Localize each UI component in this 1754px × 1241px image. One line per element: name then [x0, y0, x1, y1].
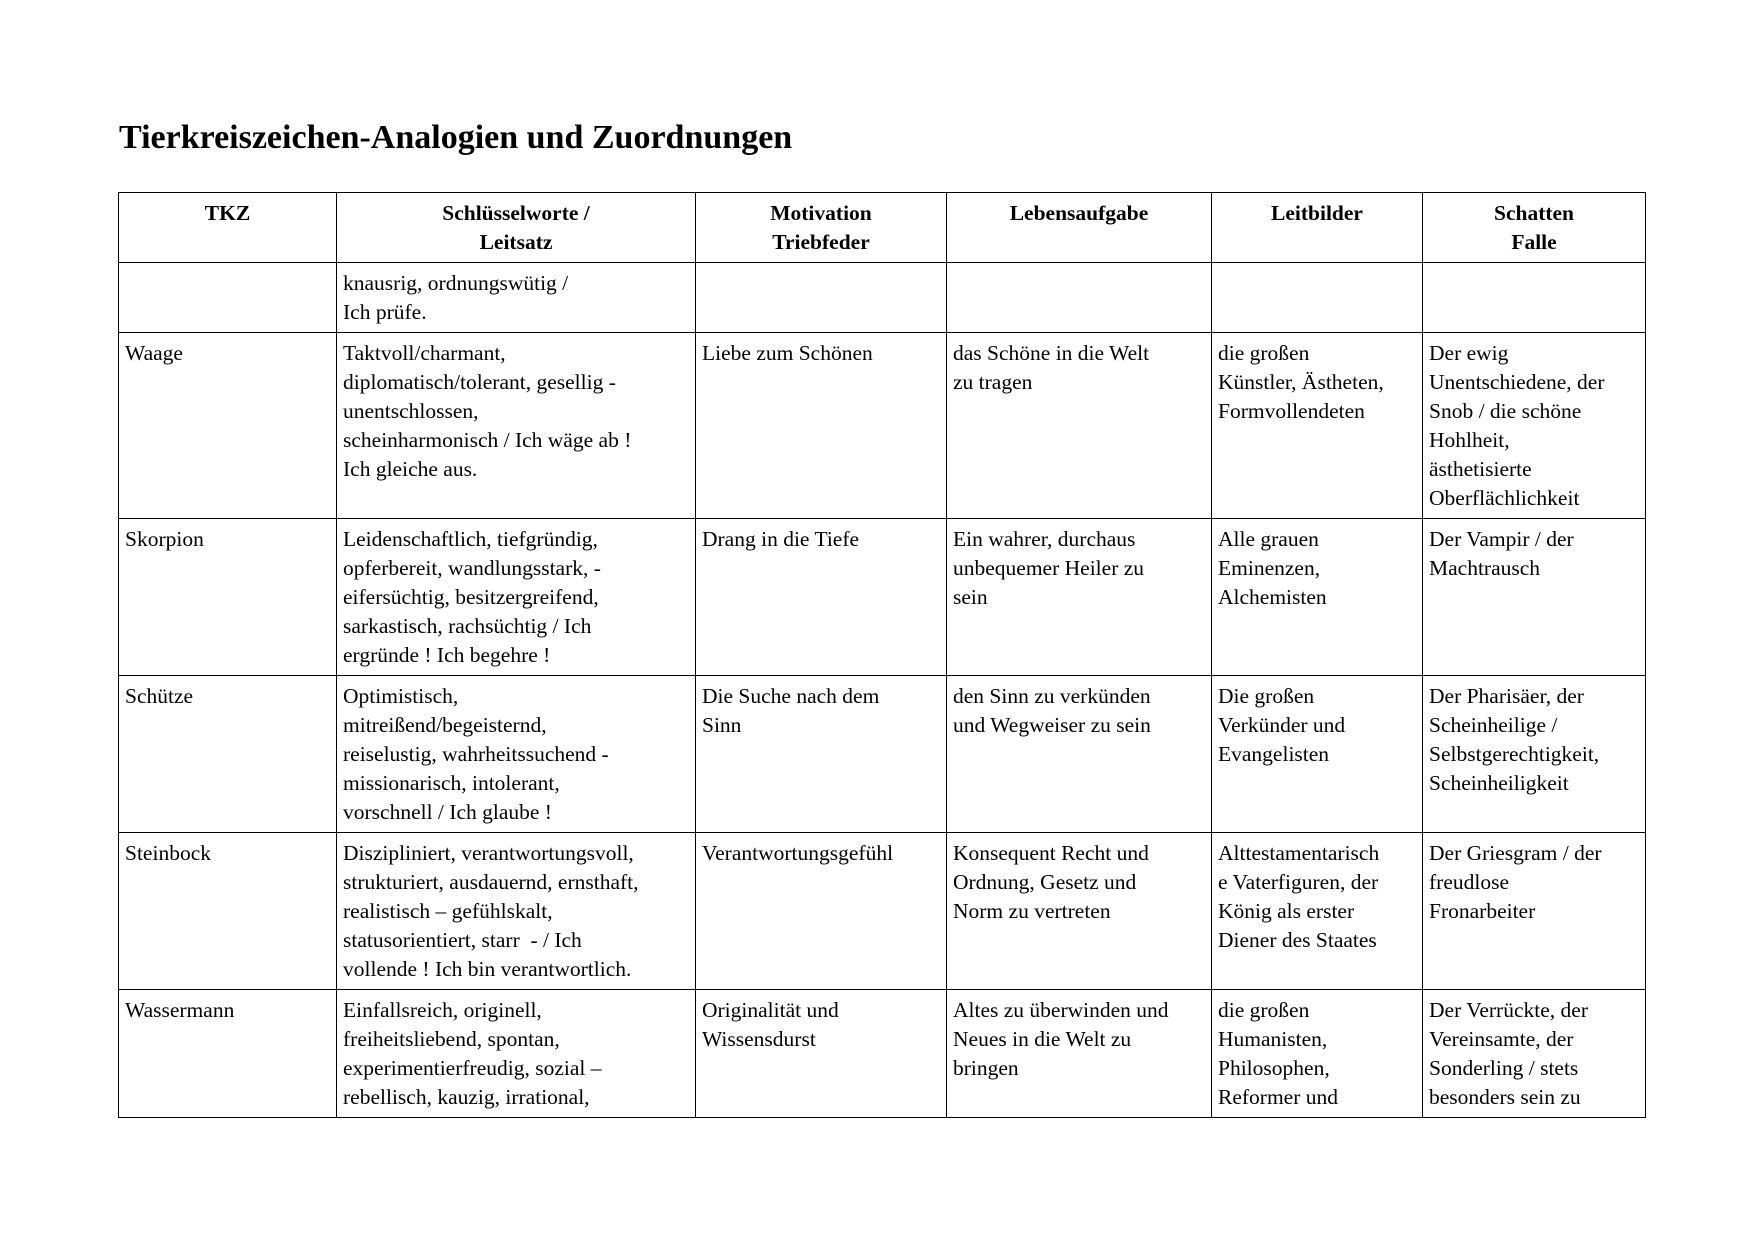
cell-text-line: Altes zu überwinden und [953, 998, 1169, 1022]
cell-text-line: missionarisch, intolerant, [343, 771, 560, 795]
cell-schatten [1423, 519, 1646, 676]
cell-text-line: die großen [1218, 341, 1310, 365]
cell-text-line: Oberflächlichkeit [1429, 486, 1580, 510]
header-line: Triebfeder [772, 230, 870, 254]
cell-schatten [1423, 990, 1646, 1118]
cell-text-line: diplomatisch/tolerant, gesellig - [343, 370, 616, 394]
table-row [119, 833, 1646, 990]
cell-text-line: Originalität und [702, 998, 839, 1022]
cell-text-line: Leidenschaftlich, tiefgründig, [343, 527, 598, 551]
zodiac-analogies-table [118, 192, 1646, 1118]
cell-text-line: realistisch – gefühlskalt, [343, 899, 553, 923]
cell-tkz [119, 676, 337, 833]
cell-text-line: Scheinheiligkeit [1429, 771, 1569, 795]
cell-lebensaufgabe [947, 263, 1212, 333]
cell-tkz [119, 333, 337, 519]
cell-text-line: statusorientiert, starr - / Ich [343, 928, 582, 952]
cell-text-line: vorschnell / Ich glaube ! [343, 800, 552, 824]
cell-text-line: Liebe zum Schönen [702, 341, 873, 365]
cell-text-line: mitreißend/begeisternd, [343, 713, 547, 737]
header-row [119, 193, 1646, 263]
cell-lebensaufgabe [947, 990, 1212, 1118]
cell-text-line: besonders sein zu [1429, 1085, 1581, 1109]
cell-text-line: unentschlossen, [343, 399, 479, 423]
cell-text-line: Fronarbeiter [1429, 899, 1536, 923]
cell-text-line: Der Griesgram / der [1429, 841, 1602, 865]
cell-text-line: Alle grauen [1218, 527, 1319, 551]
cell-text-line: die großen [1218, 998, 1310, 1022]
table-row [119, 263, 1646, 333]
cell-text-line: Reformer und [1218, 1085, 1339, 1109]
cell-text-line: Künstler, Ästheten, [1218, 370, 1384, 394]
cell-text-line: Machtrausch [1429, 556, 1541, 580]
cell-text-line: strukturiert, ausdauernd, ernsthaft, [343, 870, 639, 894]
cell-text-line: Waage [125, 341, 183, 365]
cell-text-line: freudlose [1429, 870, 1509, 894]
header-line: Falle [1511, 230, 1557, 254]
cell-text-line: Neues in die Welt zu [953, 1027, 1132, 1051]
cell-text-line: freiheitsliebend, spontan, [343, 1027, 560, 1051]
header-line: TKZ [204, 201, 251, 225]
cell-schluesselworte [337, 676, 696, 833]
cell-motivation [696, 676, 947, 833]
cell-text-line: Der Pharisäer, der [1429, 684, 1584, 708]
cell-text-line: scheinharmonisch / Ich wäge ab ! [343, 428, 632, 452]
cell-motivation [696, 990, 947, 1118]
cell-text-line: Humanisten, [1218, 1027, 1328, 1051]
cell-text-line: Snob / die schöne [1429, 399, 1582, 423]
cell-leitbilder [1212, 676, 1423, 833]
cell-text-line: König als erster [1218, 899, 1355, 923]
cell-text-line: e Vaterfiguren, der [1218, 870, 1379, 894]
cell-text-line: Drang in die Tiefe [702, 527, 860, 551]
cell-text-line: Ich prüfe. [343, 300, 427, 324]
cell-text-line: und Wegweiser zu sein [953, 713, 1151, 737]
header-line: Lebensaufgabe [1009, 201, 1149, 225]
cell-text-line: vollende ! Ich bin verantwortlich. [343, 957, 632, 981]
cell-schluesselworte [337, 263, 696, 333]
cell-text-line: Der ewig [1429, 341, 1509, 365]
cell-text-line: Norm zu vertreten [953, 899, 1111, 923]
cell-schatten [1423, 263, 1646, 333]
header-line: Schlüsselworte / [442, 201, 590, 225]
cell-text-line: experimentierfreudig, sozial – [343, 1056, 602, 1080]
cell-text-line: Ich gleiche aus. [343, 457, 478, 481]
cell-text-line: reiselustig, wahrheitssuchend - [343, 742, 609, 766]
cell-text-line: Selbstgerechtigkeit, [1429, 742, 1600, 766]
header-cell-leitbilder [1212, 193, 1423, 263]
cell-text-line: Formvollendeten [1218, 399, 1365, 423]
cell-text-line: Der Verrückte, der [1429, 998, 1588, 1022]
cell-tkz [119, 833, 337, 990]
cell-tkz [119, 519, 337, 676]
cell-leitbilder [1212, 333, 1423, 519]
cell-text-line: opferbereit, wandlungsstark, - [343, 556, 601, 580]
table-row [119, 676, 1646, 833]
cell-text-line: Diener des Staates [1218, 928, 1377, 952]
cell-schluesselworte [337, 990, 696, 1118]
cell-motivation [696, 333, 947, 519]
cell-text-line: eifersüchtig, besitzergreifend, [343, 585, 599, 609]
cell-text-line: Hohlheit, [1429, 428, 1510, 452]
cell-text-line: den Sinn zu verkünden [953, 684, 1151, 708]
cell-text-line: Ein wahrer, durchaus [953, 527, 1136, 551]
document-title: Tierkreiszeichen-Analogien und Zuordnungen [119, 119, 793, 156]
cell-text-line: rebellisch, kauzig, irrational, [343, 1085, 590, 1109]
cell-text-line: Ordnung, Gesetz und [953, 870, 1137, 894]
header-line: Leitsatz [479, 230, 553, 254]
cell-tkz [119, 990, 337, 1118]
cell-leitbilder [1212, 833, 1423, 990]
cell-text-line: Diszipliniert, verantwortungsvoll, [343, 841, 634, 865]
cell-leitbilder [1212, 263, 1423, 333]
cell-text-line: Unentschiedene, der [1429, 370, 1605, 394]
table-row [119, 990, 1646, 1118]
table-row [119, 333, 1646, 519]
cell-text-line: unbequemer Heiler zu [953, 556, 1145, 580]
cell-text-line: Der Vampir / der [1429, 527, 1574, 551]
cell-leitbilder [1212, 990, 1423, 1118]
cell-text-line: Sinn [702, 713, 742, 737]
cell-schatten [1423, 833, 1646, 990]
table-body [119, 263, 1646, 1118]
cell-schatten [1423, 333, 1646, 519]
cell-lebensaufgabe [947, 519, 1212, 676]
cell-text-line: Wassermann [125, 998, 235, 1022]
header-cell-schluesselworte [337, 193, 696, 263]
cell-text-line: Philosophen, [1218, 1056, 1330, 1080]
cell-text-line: bringen [953, 1056, 1019, 1080]
cell-text-line: Konsequent Recht und [953, 841, 1149, 865]
cell-text-line: Optimistisch, [343, 684, 459, 708]
cell-lebensaufgabe [947, 833, 1212, 990]
cell-text-line: ergründe ! Ich begehre ! [343, 643, 551, 667]
cell-text-line: Verantwortungsgefühl [702, 841, 894, 865]
header-line: Motivation [770, 201, 872, 225]
header-cell-lebensaufgabe [947, 193, 1212, 263]
cell-text-line: Eminenzen, [1218, 556, 1321, 580]
cell-text-line: Evangelisten [1218, 742, 1330, 766]
cell-schluesselworte [337, 333, 696, 519]
cell-schluesselworte [337, 833, 696, 990]
cell-motivation [696, 263, 947, 333]
cell-text-line: Verkünder und [1218, 713, 1346, 737]
cell-text-line: zu tragen [953, 370, 1033, 394]
header-cell-motivation [696, 193, 947, 263]
header-line: Schatten [1493, 201, 1575, 225]
cell-leitbilder [1212, 519, 1423, 676]
cell-lebensaufgabe [947, 333, 1212, 519]
cell-text-line: Die großen [1218, 684, 1315, 708]
cell-text-line: knausrig, ordnungswütig / [343, 271, 569, 295]
cell-text-line: Wissensdurst [702, 1027, 816, 1051]
cell-motivation [696, 833, 947, 990]
cell-text-line: Alchemisten [1218, 585, 1327, 609]
cell-text-line: Scheinheilige / [1429, 713, 1558, 737]
cell-motivation [696, 519, 947, 676]
header-cell-schatten [1423, 193, 1646, 263]
cell-text-line: Taktvoll/charmant, [343, 341, 506, 365]
cell-tkz [119, 263, 337, 333]
cell-text-line: Sonderling / stets [1429, 1056, 1579, 1080]
cell-schluesselworte [337, 519, 696, 676]
cell-text-line: ästhetisierte [1429, 457, 1532, 481]
cell-text-line: Vereinsamte, der [1429, 1027, 1574, 1051]
cell-text-line: sein [953, 585, 988, 609]
cell-text-line: Steinbock [125, 841, 211, 865]
cell-text-line: Die Suche nach dem [702, 684, 880, 708]
cell-text-line: Schütze [125, 684, 194, 708]
table-row [119, 519, 1646, 676]
cell-lebensaufgabe [947, 676, 1212, 833]
cell-text-line: sarkastisch, rachsüchtig / Ich [343, 614, 592, 638]
header-line: Leitbilder [1271, 201, 1363, 225]
cell-text-line: Einfallsreich, originell, [343, 998, 542, 1022]
cell-text-line: Alttestamentarisch [1218, 841, 1380, 865]
cell-text-line: das Schöne in die Welt [953, 341, 1150, 365]
cell-schatten [1423, 676, 1646, 833]
cell-text-line: Skorpion [125, 527, 204, 551]
header-cell-tkz [119, 193, 337, 263]
